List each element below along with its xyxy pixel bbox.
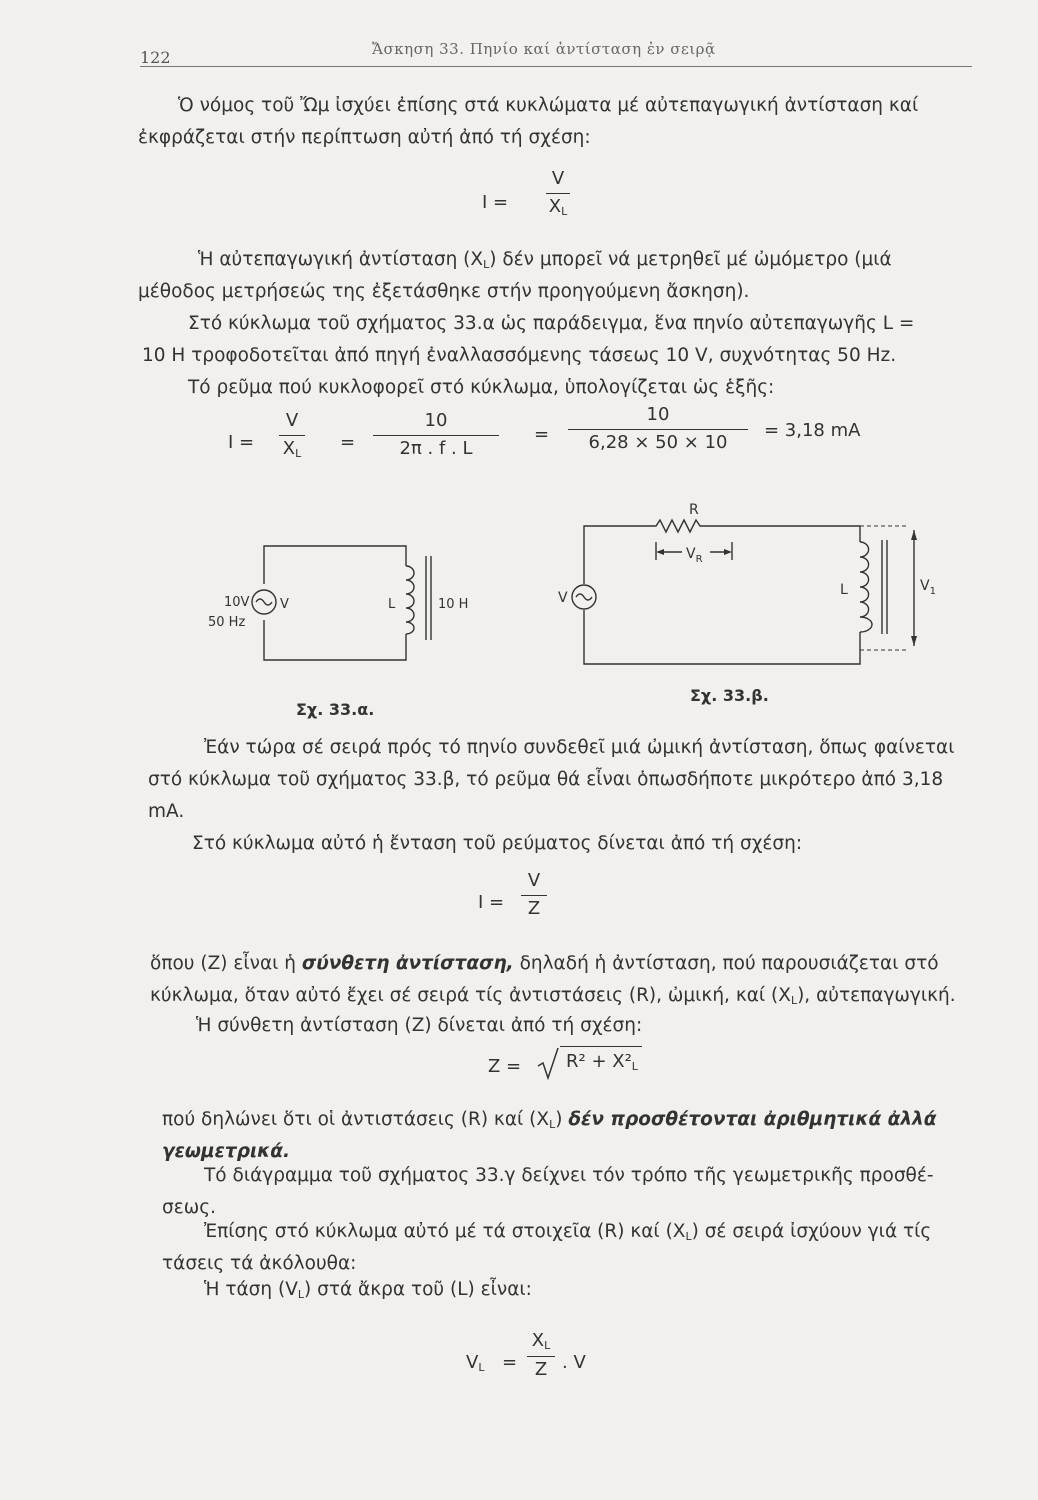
fig-a-source-frequency: 50 Hz — [208, 615, 246, 630]
eq1-fraction — [546, 168, 570, 218]
eq3-lhs: I = — [478, 892, 505, 913]
eq5-tail: . V — [562, 1352, 586, 1373]
eq2-fraction-3: 10 6,28 × 50 × 10 — [566, 404, 750, 453]
eq5-fraction: $X_L$ Z — [526, 1330, 556, 1380]
p3-line1: Στό κύκλωμα τοῦ σχήματος 33.α ὡς παράδειγμα, ἕνα πηνίο αὐτεπαγωγῆς L = — [188, 313, 915, 334]
eq2-lhs: I = — [228, 432, 255, 453]
figure-33a-circuit — [200, 536, 500, 666]
p9-line2: σεως. — [162, 1197, 216, 1218]
eq1-lhs: I = — [482, 192, 509, 213]
fig-b-source-symbol: V — [558, 590, 568, 606]
eq2-fraction-1: V $X_L$ — [278, 410, 306, 460]
square-root-icon — [536, 1046, 560, 1080]
p8-line1: πού δηλώνει ὅτι οἱ ἀντιστάσεις (R) καί $(X_L)$ δέν προσθέτονται ἀριθμητικά ἀλλά — [162, 1109, 937, 1131]
p2-line2: μέθοδος μετρήσεώς της ἐξετάσθηκε στήν προηγούμενη ἄσκηση). — [138, 281, 750, 302]
p4-line2: στό κύκλωμα τοῦ σχήματος 33.β, τό ρεῦμα θά εἶναι ὁπωσδήποτε μικρότερο ἀπό 3,18 — [148, 769, 944, 790]
p10-line2: τάσεις τά ἀκόλουθα: — [162, 1253, 357, 1274]
header-rule — [140, 66, 972, 67]
eq1-num: V — [551, 168, 565, 189]
fig-b-resistor-voltage: $V_R$ — [686, 546, 703, 565]
p8-line2: γεωμετρικά. — [162, 1141, 291, 1162]
fig-a-source-voltage: 10V — [224, 595, 250, 610]
p1-line1: Ὁ νόμος τοῦ Ὤμ ἰσχύει ἐπίσης στά κυκλώματα μέ αὐτεπαγωγική ἀντίσταση καί — [178, 95, 919, 116]
p11-line1: Ἡ τάση $(V_L)$ στά ἄκρα τοῦ (L) εἶναι: — [204, 1279, 532, 1301]
eq1-den: $X_L$ — [548, 196, 568, 218]
page-number: 122 — [140, 48, 171, 67]
figure-33a-caption: Σχ. 33.α. — [296, 700, 375, 719]
fig-a-source-symbol: V — [280, 597, 289, 612]
eq2-equals-b: = — [534, 424, 550, 445]
running-title: Ἄσκηση 33. Πηνίο καί ἀντίσταση ἐν σειρᾷ — [372, 40, 716, 58]
eq3-fraction: V Z — [520, 870, 548, 919]
figure-33b-circuit — [552, 494, 952, 670]
p10-line1: Ἐπίσης στό κύκλωμα αὐτό μέ τά στοιχεῖα (R) καί $(X_L)$ σέ σειρά ἰσχύουν γιά τίς — [204, 1221, 932, 1243]
p2-line1: Ἡ αὐτεπαγωγική ἀντίσταση $(X_L)$ δέν μπορεῖ νά μετρηθεῖ μέ ὠμόμετρο (μιά — [198, 249, 892, 271]
p4-line3: mA. — [148, 801, 185, 822]
fig-a-inductor-value: 10 H — [438, 597, 469, 612]
eq4-lhs: Z = — [488, 1056, 522, 1077]
eq5-equals: = — [502, 1352, 518, 1373]
eq2-equals-a: = — [340, 432, 356, 453]
p7-line1: Ἡ σύνθετη ἀντίσταση (Z) δίνεται ἀπό τή σχέση: — [196, 1015, 643, 1036]
eq2-fraction-2: 10 2π . f . L — [372, 410, 500, 459]
p5-line1: Στό κύκλωμα αὐτό ἡ ἔνταση τοῦ ρεύματος δίνεται ἀπό τή σχέση: — [192, 833, 803, 854]
eq2-result: = 3,18 mA — [764, 420, 861, 441]
p3-line2: 10 H τροφοδοτεῖται ἀπό πηγή ἐναλλασσόμενης τάσεως 10 V, συχνότητας 50 Hz. — [142, 345, 897, 366]
fig-b-resistor-label: R — [689, 502, 699, 518]
p1-line2: ἐκφράζεται στήν περίπτωση αὐτή ἀπό τή σχέση: — [138, 127, 591, 148]
p9-line1: Τό διάγραμμα τοῦ σχήματος 33.γ δείχνει τόν τρόπο τῆς γεωμετρικῆς προσθέ- — [204, 1165, 934, 1186]
eq5-lhs: $V_L$ — [466, 1352, 485, 1374]
p6-line2: κύκλωμα, ὅταν αὐτό ἔχει σέ σειρά τίς ἀντιστάσεις (R), ὠμική, καί $(X_L)$, αὐτεπαγωγική. — [150, 985, 956, 1007]
fig-a-inductor-label: L — [388, 597, 396, 612]
fig-b-total-voltage: $V_1$ — [920, 578, 936, 597]
eq4-radicand: $R^2 + X^2_L$ — [560, 1046, 642, 1073]
p6-line1: ὅπου (Z) εἶναι ἡ σύνθετη ἀντίσταση, δηλαδή ἡ ἀντίσταση, πού παρουσιάζεται στό — [150, 953, 939, 974]
fig-b-inductor-label: L — [840, 582, 848, 598]
p3-line3: Τό ρεῦμα πού κυκλοφορεῖ στό κύκλωμα, ὑπολογίζεται ὡς ἑξῆς: — [188, 377, 775, 398]
figure-33b-caption: Σχ. 33.β. — [690, 686, 769, 705]
p4-line1: Ἐάν τώρα σέ σειρά πρός τό πηνίο συνδεθεῖ μιά ὠμική ἀντίσταση, ὅπως φαίνεται — [204, 737, 955, 758]
